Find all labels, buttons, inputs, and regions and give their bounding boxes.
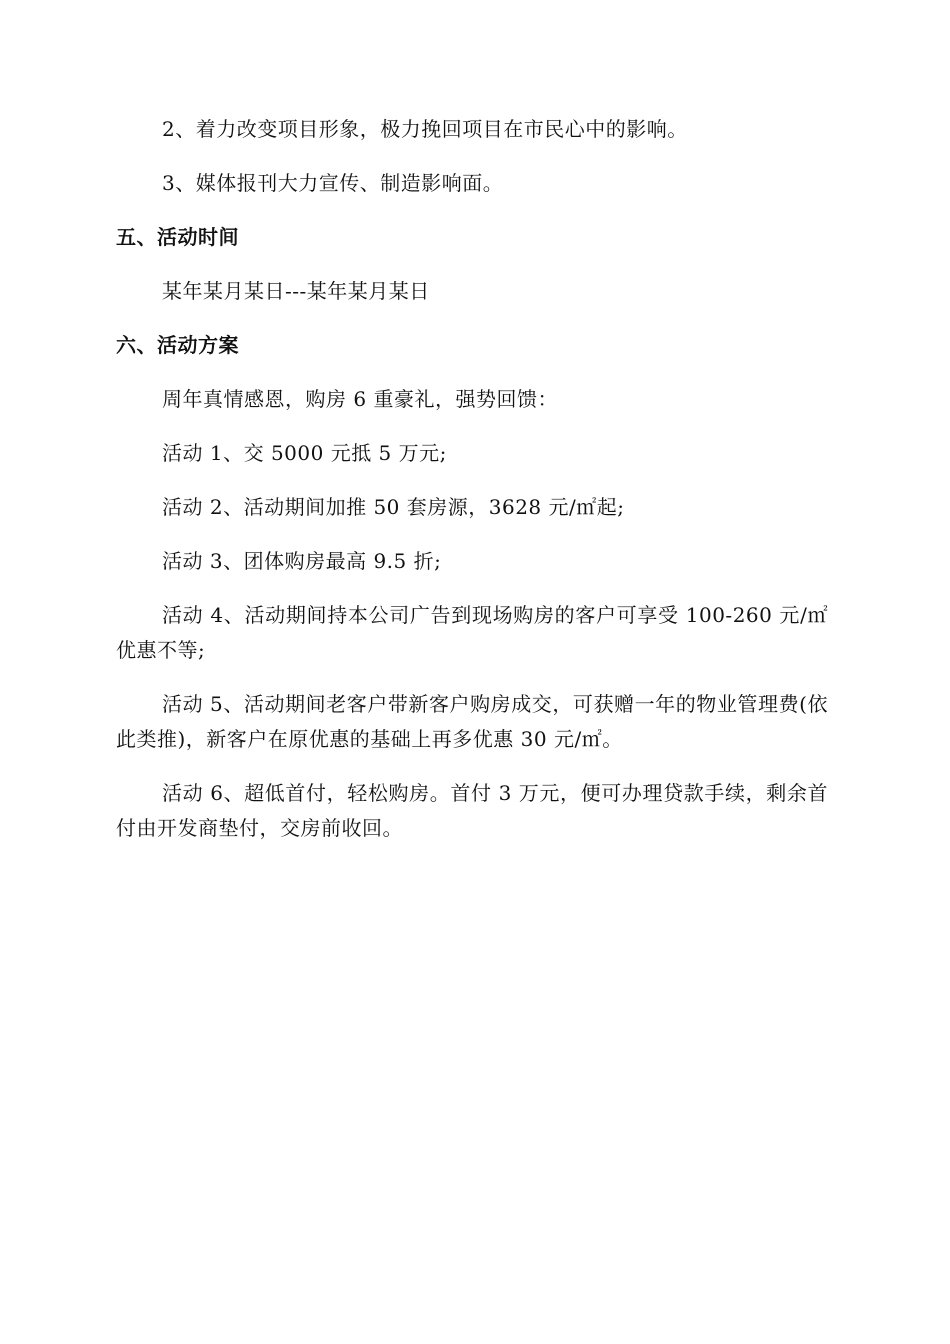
section-heading-activity-plan: 六、活动方案	[116, 333, 239, 357]
paragraph-plan-intro: 周年真情感恩，购房 6 重豪礼，强势回馈：	[162, 387, 558, 411]
paragraph-activity-time: 某年某月某日---某年某月某日	[162, 279, 430, 303]
paragraph-activity-2: 活动 2、活动期间加推 50 套房源，3628 元/㎡起;	[162, 495, 625, 519]
paragraph-activity-6: 活动 6、超低首付，轻松购房。首付 3 万元，便可办理贷款手续，剩余首付由开发商垫付，交房前收回。	[116, 781, 828, 840]
paragraph-activity-4: 活动 4、活动期间持本公司广告到现场购房的客户可享受 100-260 元/㎡优惠不等;	[116, 603, 828, 662]
section-heading-activity-time: 五、活动时间	[116, 225, 239, 249]
document-body	[116, 112, 828, 865]
paragraph-activity-3: 活动 3、团体购房最高 9.5 折;	[162, 549, 442, 573]
paragraph-goal-3: 3、媒体报刊大力宣传、制造影响面。	[162, 171, 504, 195]
paragraph-goal-2: 2、着力改变项目形象，极力挽回项目在市民心中的影响。	[162, 117, 688, 141]
paragraph-activity-1: 活动 1、交 5000 元抵 5 万元;	[162, 441, 447, 465]
paragraph-activity-5: 活动 5、活动期间老客户带新客户购房成交，可获赠一年的物业管理费(依此类推)，新客户在原优惠的基础上再多优惠 30 元/㎡。	[116, 692, 828, 751]
